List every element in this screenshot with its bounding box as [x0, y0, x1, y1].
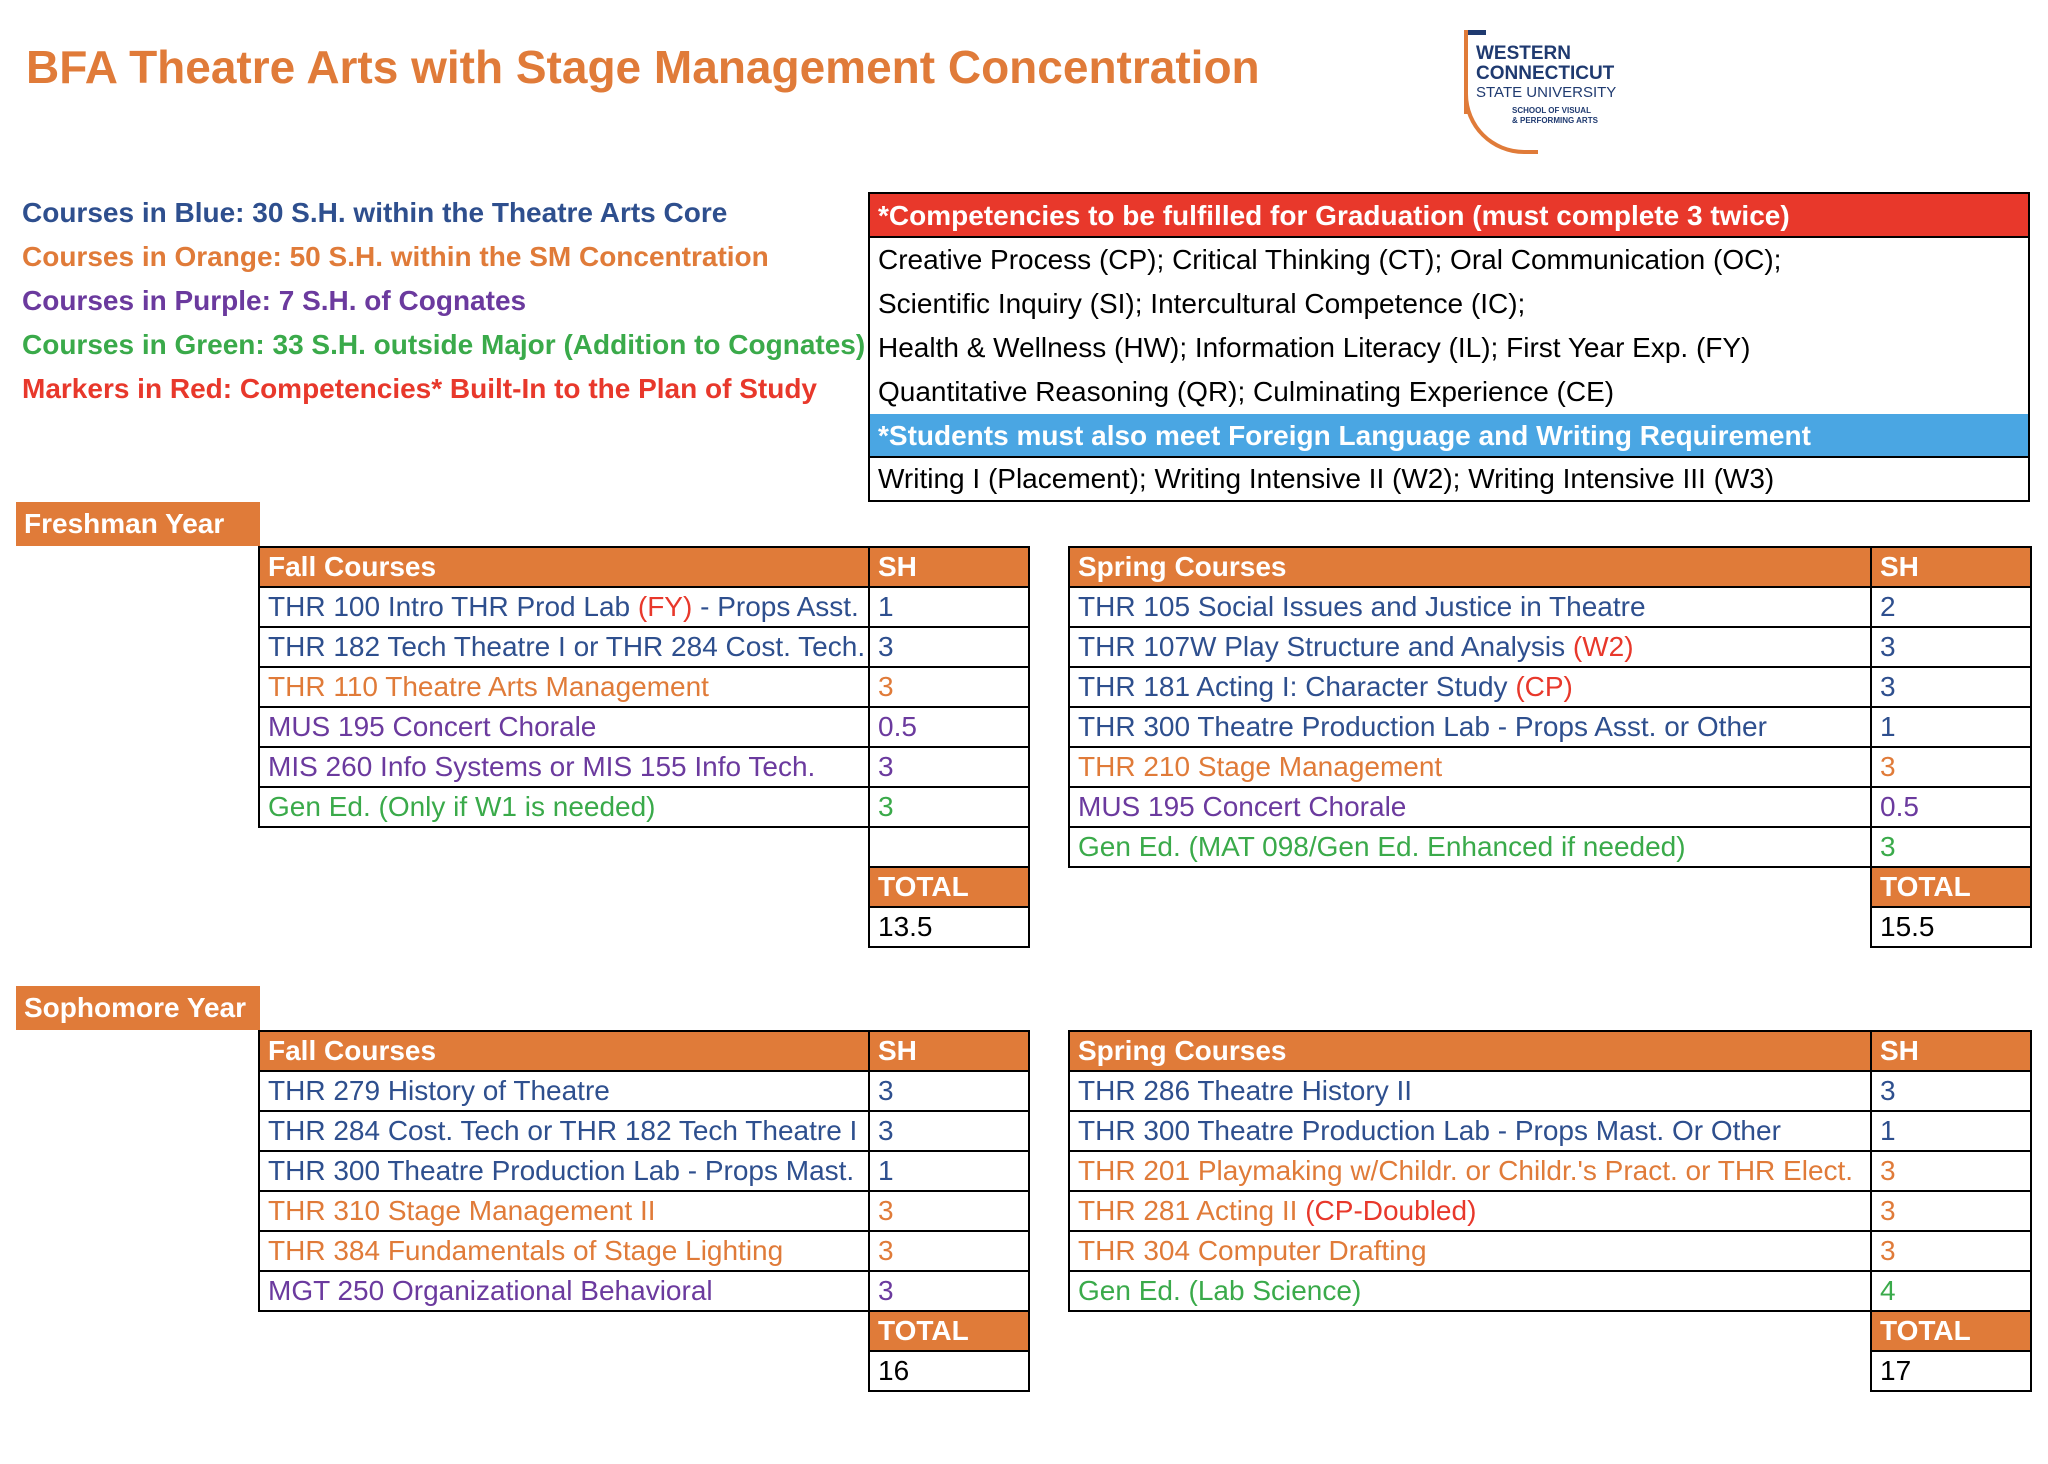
table-row [259, 1111, 1029, 1151]
course-cell [1069, 1231, 1871, 1271]
course-name: Gen Ed. (Lab Science) [1078, 1275, 1362, 1306]
table-row [1069, 1071, 2031, 1111]
total-value: 15.5 [1871, 907, 2031, 947]
table-row [259, 587, 1029, 627]
table-row [259, 787, 1029, 827]
legend-blue: Courses in Blue: 30 S.H. within the Theatre Arts Core [22, 197, 728, 228]
course-name: THR 201 Playmaking w/Childr. or Childr.'s Pract. or THR Elect. [1078, 1155, 1854, 1186]
competency-marker: (W2) [1572, 631, 1634, 662]
logo-line-1: WESTERN [1476, 43, 1571, 64]
sophomore-fall-table [258, 1030, 1030, 1392]
course-name: THR 279 History of Theatre [268, 1075, 610, 1106]
legend-orange: Courses in Orange: 50 S.H. within the SM Concentration [22, 241, 769, 272]
sh-cell: 4 [1871, 1271, 2031, 1311]
university-logo [1464, 30, 1634, 154]
course-cell [259, 1111, 869, 1151]
course-cell [1069, 747, 1871, 787]
table-row [1069, 747, 2031, 787]
course-cell [1069, 827, 1871, 867]
competency-marker: (FY) [637, 591, 693, 622]
course-cell [259, 787, 869, 827]
sh-cell: 3 [869, 787, 1029, 827]
course-cell [1069, 1151, 1871, 1191]
spacer-cell [259, 1311, 869, 1351]
table-row [1069, 587, 2031, 627]
course-cell [259, 1151, 869, 1191]
competencies-line: Quantitative Reasoning (QR); Culminating Experience (CE) [878, 376, 1615, 407]
table-row [1069, 1231, 2031, 1271]
sh-header: SH [869, 547, 1029, 587]
total-header-row [259, 867, 1029, 907]
competencies-line: Scientific Inquiry (SI); Intercultural Competence (IC); [878, 288, 1526, 319]
total-label: TOTAL [869, 867, 1029, 907]
spacer-sh-cell [869, 827, 1029, 867]
competencies-header: *Competencies to be fulfilled for Graduation (must complete 3 twice) [870, 194, 2028, 238]
course-name: MUS 195 Concert Chorale [1078, 791, 1407, 822]
total-header-row [1069, 867, 2031, 907]
sh-cell: 2 [1871, 587, 2031, 627]
course-name: THR 182 Tech Theatre I or THR 284 Cost. Tech. [268, 631, 866, 662]
course-name: THR 384 Fundamentals of Stage Lighting [268, 1235, 784, 1266]
freshman-spring-table [1068, 546, 2032, 948]
table-header-row [259, 547, 1029, 587]
course-name: MIS 260 Info Systems or MIS 155 Info Tech. [268, 751, 816, 782]
course-cell [259, 1191, 869, 1231]
sh-cell: 1 [1871, 1111, 2031, 1151]
logo-line-5: & PERFORMING ARTS [1512, 116, 1598, 125]
course-name: THR 210 Stage Management [1078, 751, 1443, 782]
sh-cell: 3 [869, 1191, 1029, 1231]
course-cell [259, 747, 869, 787]
total-header-row [1069, 1311, 2031, 1351]
table-row [1069, 627, 2031, 667]
table-row [1069, 1191, 2031, 1231]
courses-header: Spring Courses [1069, 1031, 1871, 1071]
spacer-cell [1069, 1311, 1871, 1351]
course-cell [259, 1271, 869, 1311]
page-title: BFA Theatre Arts with Stage Management Concentration [26, 41, 1260, 93]
course-cell [1069, 1191, 1871, 1231]
course-name-suffix: - Props Asst. [692, 591, 859, 622]
sh-cell: 0.5 [869, 707, 1029, 747]
course-name: THR 181 Acting I: Character Study [1078, 671, 1516, 702]
table-row [259, 1071, 1029, 1111]
course-cell [1069, 587, 1871, 627]
course-name: THR 304 Computer Drafting [1078, 1235, 1427, 1266]
courses-header: Fall Courses [259, 547, 869, 587]
course-cell [1069, 1071, 1871, 1111]
course-name: THR 110 Theatre Arts Management [268, 671, 709, 702]
table-row [1069, 827, 2031, 867]
sh-cell: 3 [1871, 1231, 2031, 1271]
sh-cell: 3 [869, 1271, 1029, 1311]
table-header-row [1069, 1031, 2031, 1071]
table-header-row [1069, 547, 2031, 587]
legend-purple: Courses in Purple: 7 S.H. of Cognates [22, 285, 527, 316]
competencies-line: Creative Process (CP); Critical Thinking (CT); Oral Communication (OC); [878, 244, 1782, 275]
sh-cell: 3 [1871, 1151, 2031, 1191]
logo-line-3: STATE UNIVERSITY [1476, 84, 1617, 101]
table-row [259, 1191, 1029, 1231]
course-cell [1069, 627, 1871, 667]
course-name: THR 300 Theatre Production Lab - Props Mast. Or Other [1078, 1115, 1781, 1146]
course-name: THR 281 Acting II [1078, 1195, 1306, 1226]
course-cell [1069, 707, 1871, 747]
sh-cell: 3 [1871, 1071, 2031, 1111]
sh-cell: 3 [1871, 667, 2031, 707]
spacer-cell [1069, 907, 1871, 947]
spacer-cell [259, 867, 869, 907]
total-label: TOTAL [1871, 867, 2031, 907]
sh-header: SH [1871, 547, 2031, 587]
sh-cell: 0.5 [1871, 787, 2031, 827]
courses-header: Fall Courses [259, 1031, 869, 1071]
sh-cell: 3 [1871, 627, 2031, 667]
competency-marker: (CP) [1515, 671, 1573, 702]
courses-header: Spring Courses [1069, 547, 1871, 587]
table-row [1069, 1151, 2031, 1191]
course-name: THR 107W Play Structure and Analysis [1078, 631, 1573, 662]
course-name: THR 105 Social Issues and Justice in Theatre [1078, 591, 1646, 622]
competency-marker: (CP-Doubled) [1305, 1195, 1477, 1226]
course-cell [259, 1071, 869, 1111]
course-name: THR 284 Cost. Tech or THR 182 Tech Theatre I [268, 1115, 858, 1146]
course-cell [1069, 787, 1871, 827]
total-value: 16 [869, 1351, 1029, 1391]
sh-header: SH [1871, 1031, 2031, 1071]
table-row [1069, 707, 2031, 747]
table-row [1069, 1271, 2031, 1311]
total-value-row [1069, 1351, 2031, 1391]
course-name: MGT 250 Organizational Behavioral [268, 1275, 713, 1306]
sh-cell: 3 [1871, 747, 2031, 787]
total-value-row [1069, 907, 2031, 947]
course-name: THR 300 Theatre Production Lab - Props Mast. [268, 1155, 855, 1186]
competencies-line: Health & Wellness (HW); Information Literacy (IL); First Year Exp. (FY) [878, 332, 1751, 363]
course-cell [259, 667, 869, 707]
table-row [1069, 667, 2031, 707]
sophomore-spring-table [1068, 1030, 2032, 1392]
total-value-row [259, 907, 1029, 947]
course-name: THR 286 Theatre History II [1078, 1075, 1413, 1106]
spacer-cell [259, 827, 869, 867]
course-name: MUS 195 Concert Chorale [268, 711, 597, 742]
course-name: Gen Ed. (MAT 098/Gen Ed. Enhanced if needed) [1078, 831, 1686, 862]
sh-cell: 3 [869, 667, 1029, 707]
logo-line-4: SCHOOL OF VISUAL [1512, 106, 1591, 115]
spacer-cell [259, 1351, 869, 1391]
table-row [259, 1231, 1029, 1271]
freshman-fall-table [258, 546, 1030, 948]
table-row [259, 1151, 1029, 1191]
sh-cell: 1 [869, 1151, 1029, 1191]
table-row [1069, 1111, 2031, 1151]
sh-cell: 1 [869, 587, 1029, 627]
course-cell [1069, 667, 1871, 707]
course-cell [1069, 1111, 1871, 1151]
sh-cell: 3 [869, 1111, 1029, 1151]
freshman-year-label: Freshman Year [16, 502, 260, 546]
table-row [259, 707, 1029, 747]
total-label: TOTAL [1871, 1311, 2031, 1351]
sh-header: SH [869, 1031, 1029, 1071]
table-row [259, 747, 1029, 787]
course-cell [259, 587, 869, 627]
table-row [259, 667, 1029, 707]
writing-requirement-header: *Students must also meet Foreign Language and Writing Requirement [870, 414, 2028, 458]
total-value-row [259, 1351, 1029, 1391]
sh-cell: 3 [869, 747, 1029, 787]
course-cell [1069, 1271, 1871, 1311]
total-header-row [259, 1311, 1029, 1351]
sh-cell: 3 [1871, 1191, 2031, 1231]
spacer-cell [259, 907, 869, 947]
legend-red: Markers in Red: Competencies* Built-In to the Plan of Study [22, 373, 817, 404]
sh-cell: 3 [869, 1231, 1029, 1271]
competencies-box [868, 192, 2030, 502]
logo-line-2: CONNECTICUT [1476, 63, 1615, 84]
table-header-row [259, 1031, 1029, 1071]
legend-green: Courses in Green: 33 S.H. outside Major (Addition to Cognates) [22, 329, 866, 360]
spacer-cell [1069, 867, 1871, 907]
course-cell [259, 707, 869, 747]
course-name: THR 300 Theatre Production Lab - Props Asst. or Other [1078, 711, 1767, 742]
course-name: Gen Ed. (Only if W1 is needed) [268, 791, 656, 822]
spacer-cell [1069, 1351, 1871, 1391]
table-row [259, 627, 1029, 667]
table-row [259, 1271, 1029, 1311]
course-cell [259, 1231, 869, 1271]
course-name: THR 100 Intro THR Prod Lab [268, 591, 638, 622]
sh-cell: 3 [869, 627, 1029, 667]
total-value: 13.5 [869, 907, 1029, 947]
sh-cell: 1 [1871, 707, 2031, 747]
course-name: THR 310 Stage Management II [268, 1195, 656, 1226]
total-label: TOTAL [869, 1311, 1029, 1351]
sophomore-year-label: Sophomore Year [16, 986, 260, 1030]
sh-cell: 3 [869, 1071, 1029, 1111]
spacer-row [259, 827, 1029, 867]
table-row [1069, 787, 2031, 827]
total-value: 17 [1871, 1351, 2031, 1391]
writing-requirement-line: Writing I (Placement); Writing Intensive II (W2); Writing Intensive III (W3) [878, 463, 1775, 494]
course-cell [259, 627, 869, 667]
sh-cell: 3 [1871, 827, 2031, 867]
